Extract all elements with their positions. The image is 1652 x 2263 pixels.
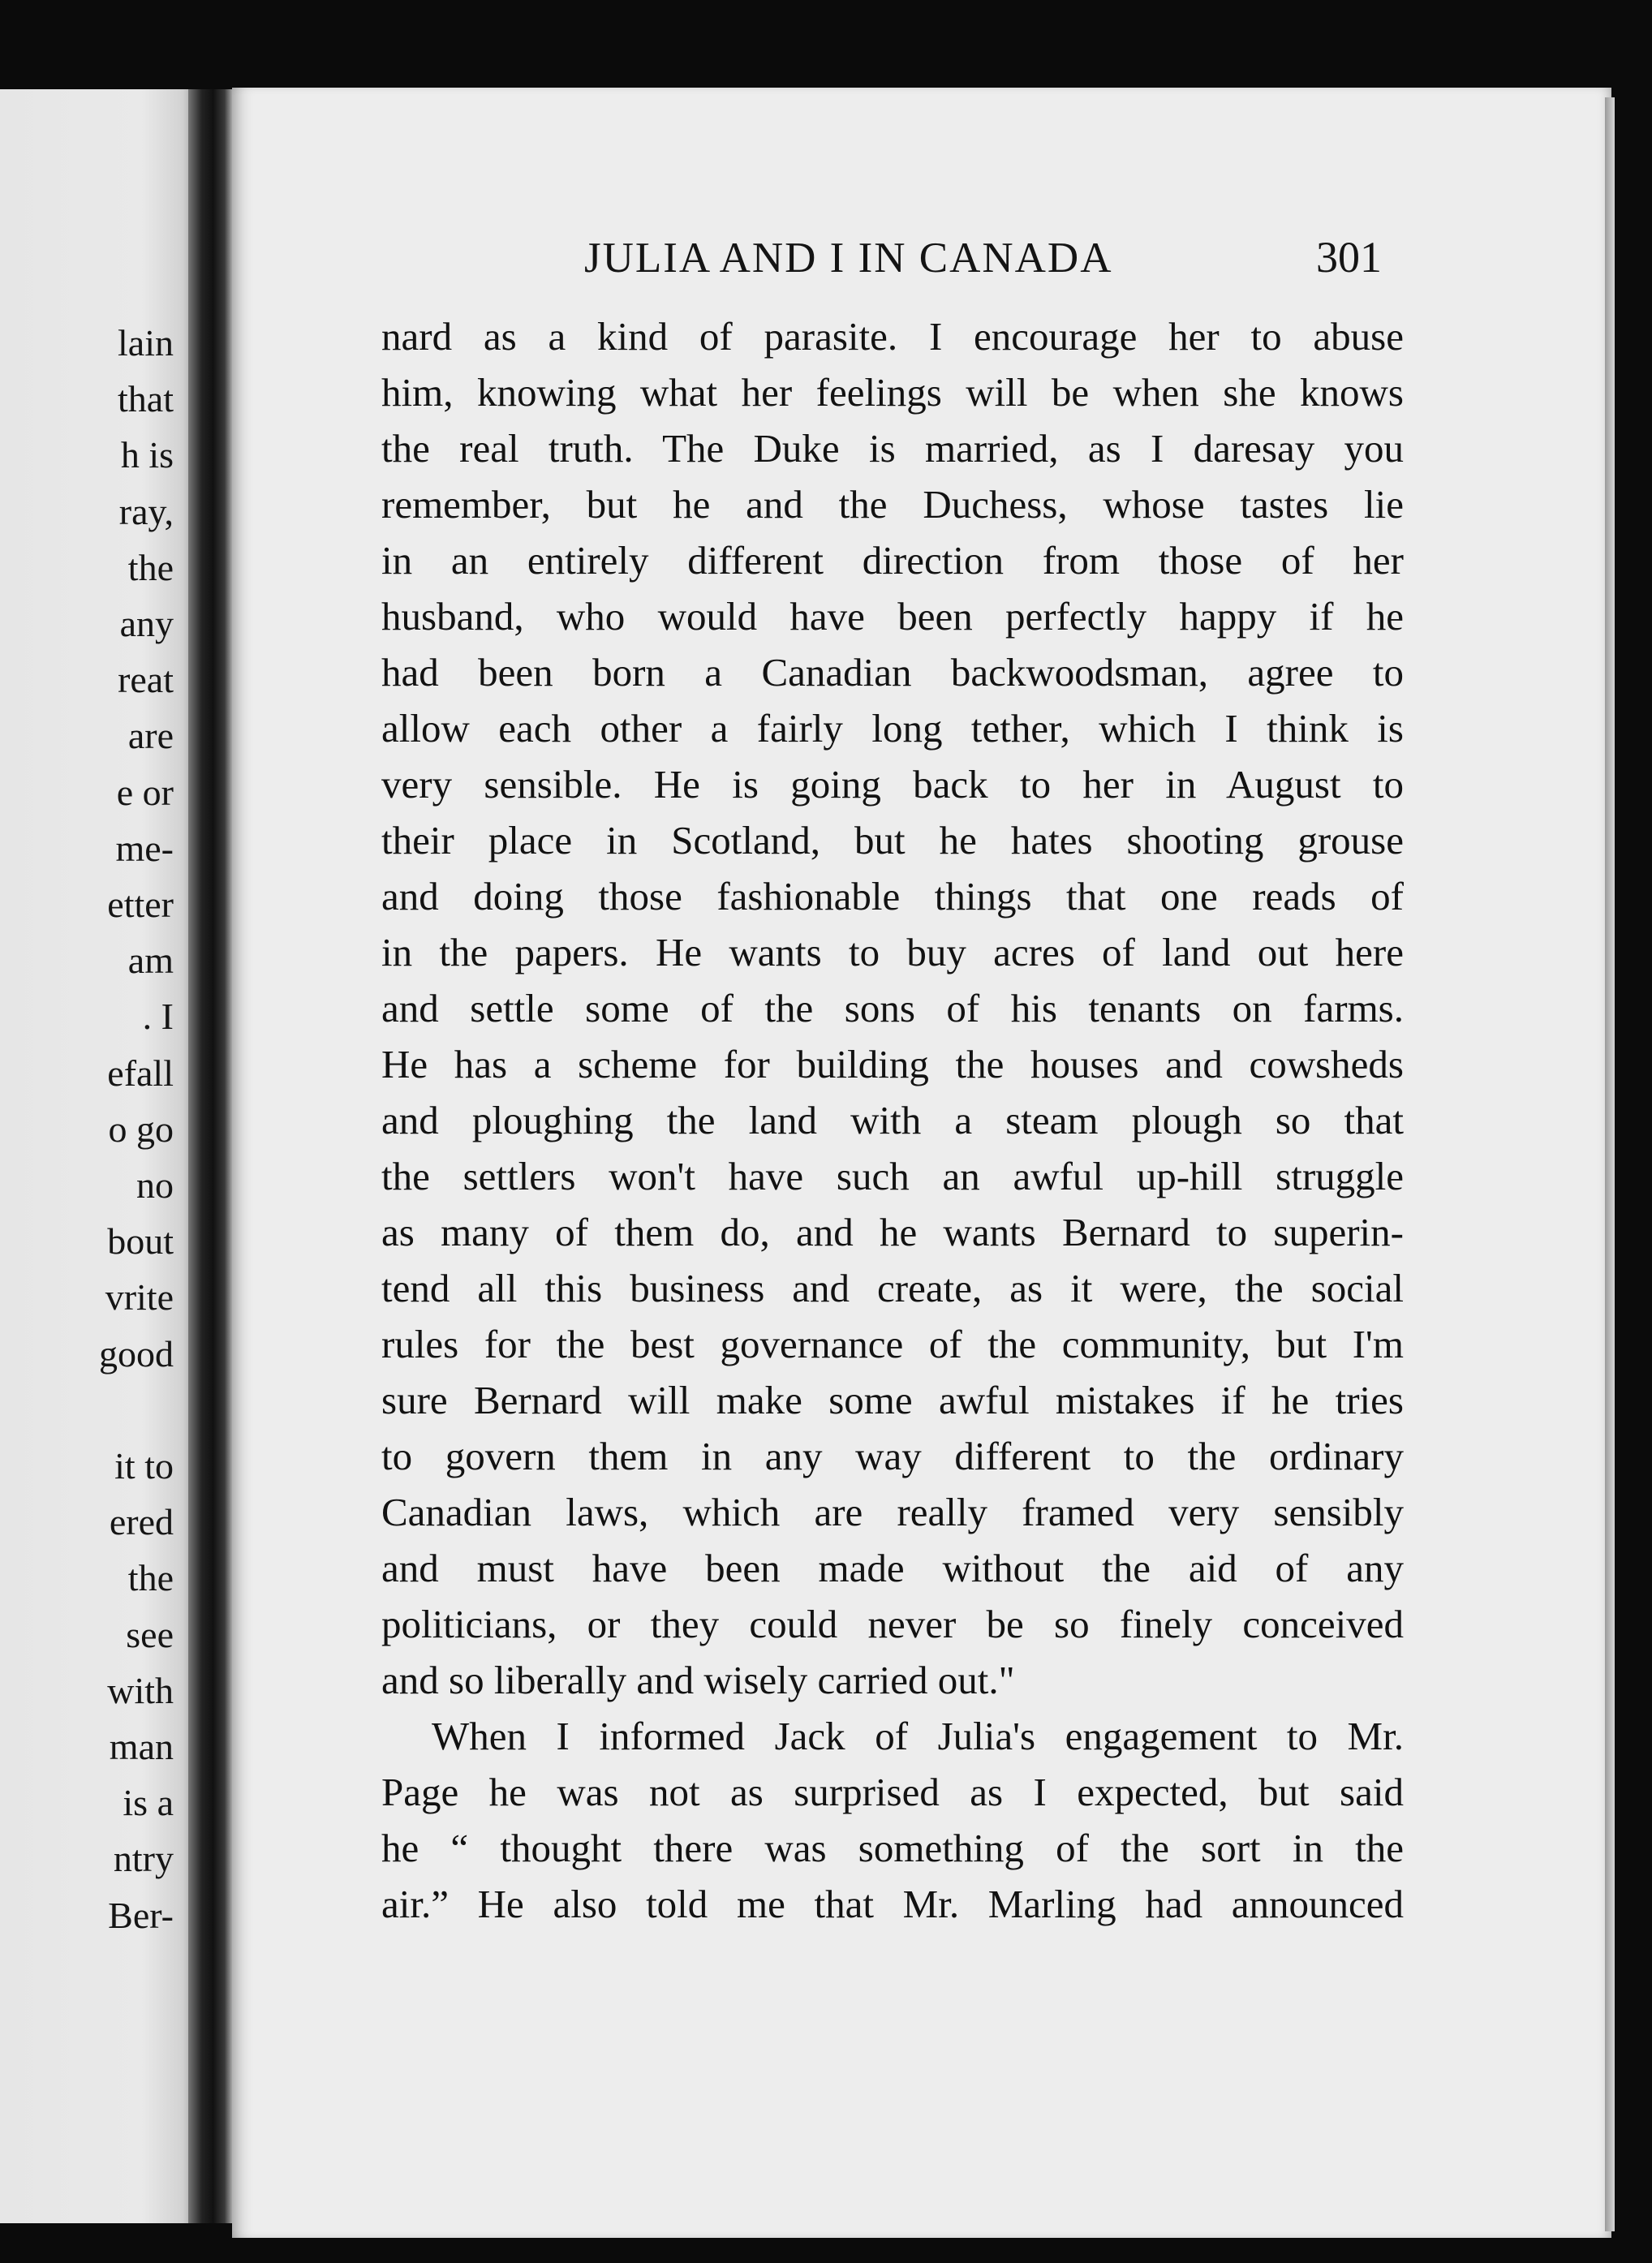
left-text-fragment: ered	[109, 1501, 174, 1543]
left-text-fragment: e or	[116, 771, 174, 813]
text-line: sure Bernard will make some awful mistakes if he tries	[381, 1378, 1404, 1422]
text-line: and settle some of the sons of his tenants on farms.	[381, 986, 1404, 1030]
left-text-fragment: h is	[120, 434, 174, 476]
text-line: and so liberally and wisely carried out."	[381, 1658, 1015, 1702]
left-text-fragment: with	[107, 1669, 174, 1711]
left-text-fragment: bout	[107, 1220, 174, 1263]
text-line: and ploughing the land with a steam plough so that	[381, 1098, 1404, 1142]
text-line: he “ thought there was something of the sort in the	[381, 1826, 1404, 1870]
text-line: and doing those fashionable things that one reads of	[381, 874, 1404, 919]
text-line: When I informed Jack of Julia's engagement to Mr.	[432, 1714, 1404, 1758]
text-line: politicians, or they could never be so finely conceived	[381, 1602, 1404, 1646]
text-line: had been born a Canadian backwoodsman, agree to	[381, 650, 1404, 695]
text-line: Page he was not as surprised as I expected, but said	[381, 1770, 1404, 1814]
text-line: the real truth. The Duke is married, as I daresay you	[381, 426, 1404, 471]
text-line: in the papers. He wants to buy acres of land out here	[381, 930, 1404, 974]
left-text-fragment: me-	[115, 827, 174, 869]
text-line: to govern them in any way different to the ordinary	[381, 1434, 1404, 1478]
left-text-fragment: any	[119, 603, 174, 644]
left-text-fragment: man	[109, 1726, 174, 1767]
text-line: in an entirely different direction from those of her	[381, 538, 1404, 583]
left-text-fragment: o go	[108, 1108, 174, 1150]
text-line: very sensible. He is going back to her in August to	[381, 762, 1404, 807]
text-line: air.” He also told me that Mr. Marling had announced	[381, 1882, 1404, 1926]
text-line: allow each other a fairly long tether, which I think is	[381, 706, 1404, 751]
text-line: their place in Scotland, but he hates shooting grouse	[381, 818, 1404, 863]
text-line: rules for the best governance of the community, but I'm	[381, 1322, 1404, 1366]
left-text-fragment: are	[127, 715, 174, 757]
left-page-text	[0, 89, 203, 2223]
book-gutter	[188, 89, 234, 2223]
text-line: husband, who would have been perfectly happy if he	[381, 594, 1404, 639]
left-text-fragment: that	[118, 378, 174, 420]
running-head: JULIA AND I IN CANADA	[584, 234, 1113, 282]
left-text-fragment: ntry	[113, 1838, 174, 1880]
left-text-fragment: etter	[107, 884, 174, 925]
left-text-fragment: no	[136, 1164, 174, 1206]
text-line: him, knowing what her feelings will be when she knows	[381, 370, 1404, 415]
text-line: Canadian laws, which are really framed very sensibly	[381, 1490, 1404, 1534]
left-text-fragment: the	[127, 1557, 174, 1599]
left-text-fragment: vrite	[105, 1276, 174, 1319]
left-text-fragment: the	[127, 546, 174, 588]
left-text-fragment: ray,	[118, 490, 174, 532]
left-text-fragment: efall	[107, 1052, 174, 1094]
text-line: as many of them do, and he wants Bernard to superin-	[381, 1210, 1404, 1254]
left-text-fragment: it to	[114, 1445, 174, 1486]
left-text-fragment: good	[99, 1332, 174, 1375]
text-line: the settlers won't have such an awful up-hill struggle	[381, 1154, 1404, 1198]
left-text-fragment: . I	[142, 996, 174, 1038]
text-line: tend all this business and create, as it were, the social	[381, 1266, 1404, 1310]
page-number: 301	[1316, 233, 1382, 282]
left-text-fragment: Ber-	[108, 1894, 174, 1936]
body-text	[381, 308, 1404, 1932]
text-line: nard as a kind of parasite. I encourage her to abuse	[381, 314, 1404, 359]
text-line: remember, but he and the Duchess, whose tastes lie	[381, 482, 1404, 527]
text-line: He has a scheme for building the houses and cowsheds	[381, 1042, 1404, 1086]
page-edge	[1605, 97, 1615, 2231]
left-text-fragment: am	[127, 940, 174, 982]
left-text-fragment: is a	[123, 1782, 174, 1824]
left-text-fragment: reat	[118, 659, 174, 701]
left-text-fragment: lain	[118, 322, 174, 364]
text-line: and must have been made without the aid of any	[381, 1546, 1404, 1590]
left-text-fragment: see	[126, 1613, 174, 1655]
left-page	[0, 89, 203, 2223]
